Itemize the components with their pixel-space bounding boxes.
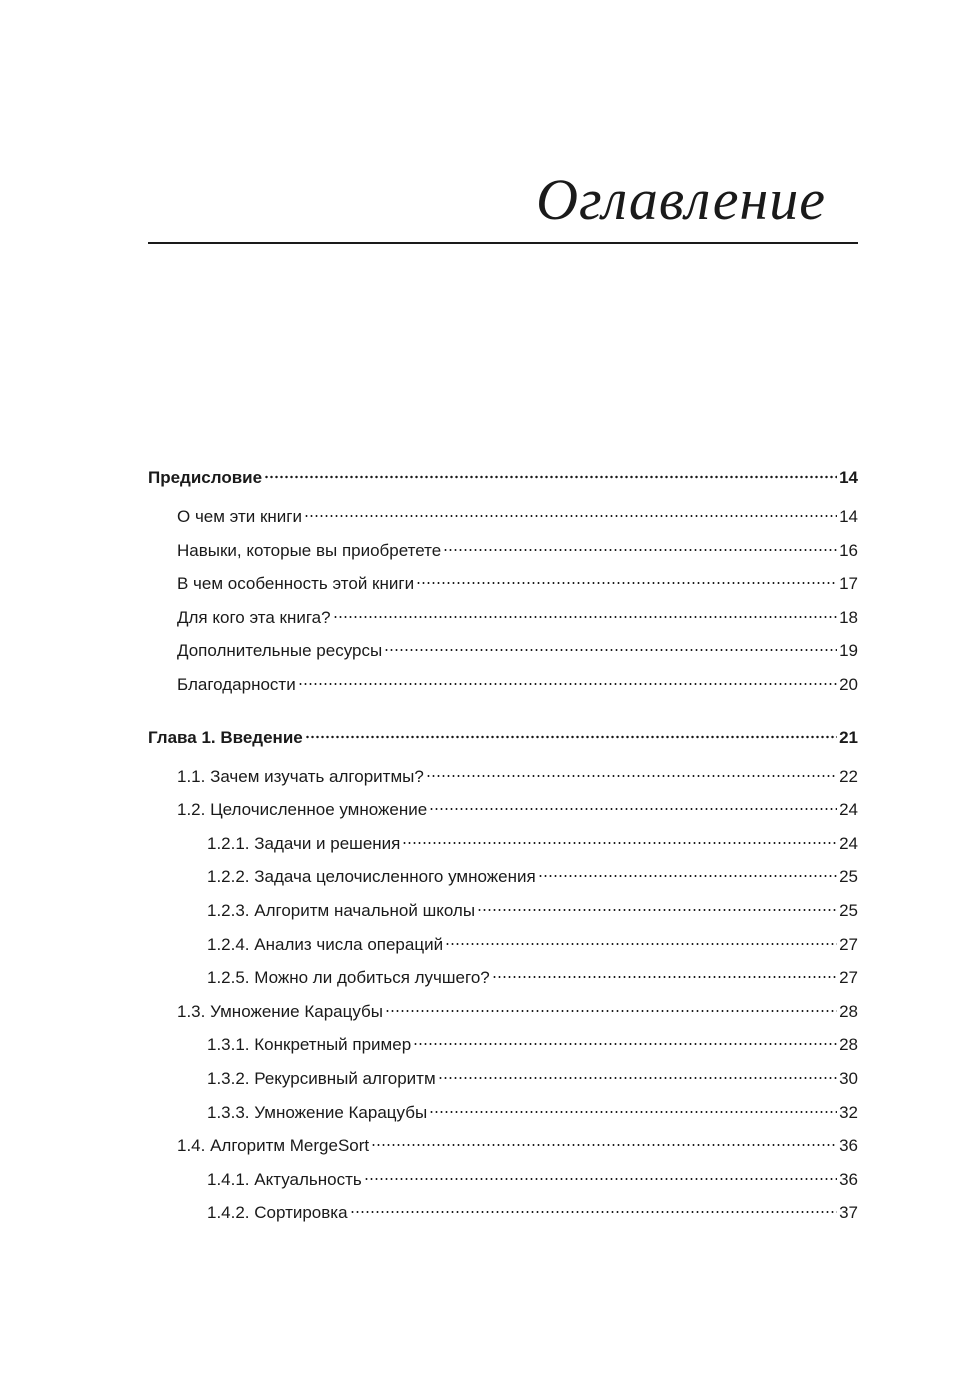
toc-page-number: 28 bbox=[839, 1001, 858, 1021]
toc-entry[interactable] bbox=[148, 827, 858, 861]
toc-entry-title: 1.3.3. Умножение Карацубы bbox=[207, 1102, 428, 1122]
dot-leader bbox=[402, 841, 837, 845]
toc-entry-title: 1.2.1. Задачи и решения bbox=[207, 833, 401, 853]
toc-entry-title: 1.2.5. Можно ли добиться лучшего? bbox=[207, 968, 490, 988]
table-of-contents bbox=[148, 460, 858, 1230]
toc-entry[interactable] bbox=[148, 894, 858, 928]
dot-leader bbox=[438, 1076, 837, 1080]
toc-page-number: 32 bbox=[839, 1102, 858, 1122]
toc-page-number: 16 bbox=[839, 540, 858, 560]
toc-entry[interactable] bbox=[148, 601, 858, 635]
toc-entry[interactable] bbox=[148, 1096, 858, 1130]
toc-chapter-entry[interactable] bbox=[148, 720, 858, 756]
dot-leader bbox=[364, 1177, 837, 1181]
toc-page-number: 36 bbox=[839, 1136, 858, 1156]
toc-entry[interactable] bbox=[148, 760, 858, 794]
toc-entry-title: 1.3.1. Конкретный пример bbox=[207, 1035, 412, 1055]
toc-page-number: 27 bbox=[839, 968, 858, 988]
dot-leader bbox=[350, 1210, 838, 1214]
toc-entry[interactable] bbox=[148, 1129, 858, 1163]
toc-entry-title: Глава 1. Введение bbox=[148, 727, 303, 747]
toc-entry-title: Благодарности bbox=[177, 674, 296, 694]
toc-entry[interactable] bbox=[148, 567, 858, 601]
toc-entry-title: 1.1. Зачем изучать алгоритмы? bbox=[177, 766, 424, 786]
toc-page-number: 18 bbox=[839, 607, 858, 627]
toc-entry[interactable] bbox=[148, 1196, 858, 1230]
toc-page-number: 25 bbox=[839, 867, 858, 887]
page-title: Оглавление bbox=[536, 167, 826, 232]
dot-leader bbox=[385, 1009, 837, 1013]
toc-page-number: 27 bbox=[839, 934, 858, 954]
toc-entry[interactable] bbox=[148, 500, 858, 534]
toc-entry[interactable] bbox=[148, 860, 858, 894]
toc-entry-title: 1.3. Умножение Карацубы bbox=[177, 1001, 383, 1021]
dot-leader bbox=[477, 908, 837, 912]
toc-entry-title: 1.2. Целочисленное умножение bbox=[177, 800, 428, 820]
toc-entry[interactable] bbox=[148, 534, 858, 568]
dot-leader bbox=[413, 1042, 837, 1046]
toc-entry[interactable] bbox=[148, 634, 858, 668]
dot-leader bbox=[371, 1143, 837, 1147]
toc-entry-title: 1.4.1. Актуальность bbox=[207, 1169, 362, 1189]
dot-leader bbox=[492, 975, 837, 979]
toc-entry-title: О чем эти книги bbox=[177, 507, 302, 526]
dot-leader bbox=[298, 682, 837, 686]
dot-leader bbox=[443, 548, 837, 552]
dot-leader bbox=[538, 874, 837, 878]
toc-page-number: 24 bbox=[839, 833, 858, 853]
toc-page-number: 37 bbox=[839, 1203, 858, 1223]
dot-leader bbox=[264, 475, 837, 479]
toc-page-number: 24 bbox=[839, 800, 858, 820]
toc-entry[interactable] bbox=[148, 961, 858, 995]
dot-leader bbox=[333, 615, 837, 619]
dot-leader bbox=[305, 735, 837, 739]
toc-entry-title: 1.2.4. Анализ числа операций bbox=[207, 934, 444, 954]
toc-page-number: 21 bbox=[839, 727, 858, 747]
toc-page-number: 14 bbox=[839, 468, 858, 487]
toc-page-number: 17 bbox=[839, 574, 858, 594]
dot-leader bbox=[384, 648, 837, 652]
dot-leader bbox=[304, 514, 837, 518]
toc-entry[interactable] bbox=[148, 793, 858, 827]
toc-entry-title: 1.2.2. Задача целочисленного умножения bbox=[207, 867, 536, 887]
toc-entry[interactable] bbox=[148, 1062, 858, 1096]
toc-page-number: 28 bbox=[839, 1035, 858, 1055]
toc-page-number: 19 bbox=[839, 641, 858, 661]
toc-entry[interactable] bbox=[148, 928, 858, 962]
toc-entry-title: В чем особенность этой книги bbox=[177, 574, 415, 594]
toc-entry[interactable] bbox=[148, 1163, 858, 1197]
toc-entry-title: Предисловие bbox=[148, 468, 263, 487]
toc-page-number: 25 bbox=[839, 900, 858, 920]
toc-entry-title: 1.4. Алгоритм MergeSort bbox=[177, 1136, 370, 1156]
dot-leader bbox=[426, 774, 837, 778]
dot-leader bbox=[445, 942, 837, 946]
toc-entry-title: Дополнительные ресурсы bbox=[177, 641, 383, 661]
toc-page-number: 20 bbox=[839, 674, 858, 694]
chapter-spacer bbox=[148, 702, 858, 720]
dot-leader bbox=[429, 807, 837, 811]
toc-entry[interactable] bbox=[148, 995, 858, 1029]
toc-chapter-entry[interactable] bbox=[148, 460, 858, 496]
title-divider bbox=[148, 242, 858, 244]
toc-entry[interactable] bbox=[148, 668, 858, 702]
toc-entry-title: 1.4.2. Сортировка bbox=[207, 1203, 348, 1223]
dot-leader bbox=[429, 1110, 837, 1114]
toc-entry-title: Навыки, которые вы приобретете bbox=[177, 540, 442, 560]
toc-entry-title: 1.3.2. Рекурсивный алгоритм bbox=[207, 1068, 436, 1088]
toc-page-number: 36 bbox=[839, 1169, 858, 1189]
toc-entry-title: 1.2.3. Алгоритм начальной школы bbox=[207, 900, 476, 920]
toc-entry[interactable] bbox=[148, 1028, 858, 1062]
toc-page-number: 22 bbox=[839, 766, 858, 786]
dot-leader bbox=[416, 581, 837, 585]
toc-entry-title: Для кого эта книга? bbox=[177, 607, 331, 627]
toc-page-number: 30 bbox=[839, 1068, 858, 1088]
toc-page-number: 14 bbox=[839, 507, 858, 526]
